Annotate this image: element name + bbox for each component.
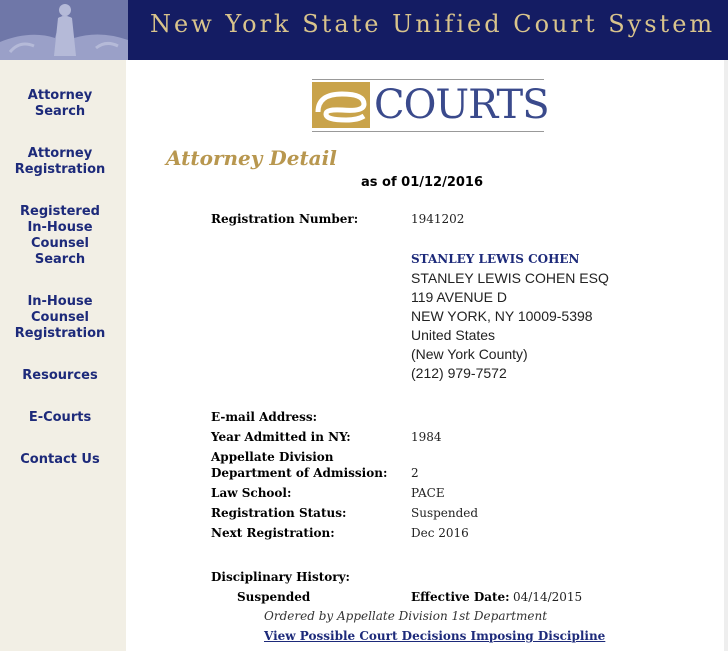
next-registration-value: Dec 2016: [411, 526, 469, 540]
sidebar-item-attorney-registration[interactable]: Attorney Registration: [14, 146, 106, 177]
address-line-5: (New York County): [411, 346, 528, 362]
phone-number: (212) 979-7572: [411, 365, 507, 381]
year-admitted-value: 1984: [411, 430, 442, 444]
ordered-by-note: Ordered by Appellate Division 1st Department: [264, 609, 548, 623]
sidebar-item-e-courts[interactable]: E-Courts: [28, 410, 92, 425]
registration-number-label: Registration Number:: [211, 212, 359, 226]
page-title: Attorney Detail: [166, 146, 337, 170]
address-line-4: United States: [411, 327, 496, 343]
discipline-status: Suspended: [237, 590, 311, 604]
sidebar-item-attorney-search[interactable]: Attorney Search: [27, 88, 93, 119]
sidebar-item-in-house-counsel-registration[interactable]: In-House Counsel Registration: [14, 294, 106, 341]
sidebar-nav: [0, 60, 126, 651]
address-line-3: NEW YORK, NY 10009-5398: [411, 308, 593, 324]
right-border: [724, 60, 728, 651]
view-court-decisions-link[interactable]: View Possible Court Decisions Imposing Discipline: [264, 629, 606, 643]
attorney-name: STANLEY LEWIS COHEN: [411, 252, 580, 266]
department-of-admission-value: 2: [411, 466, 419, 480]
law-school-label: Law School:: [211, 486, 292, 500]
logo-bottom-rule: [312, 131, 544, 132]
law-school-value: PACE: [411, 486, 445, 500]
effective-date-label: Effective Date:: [411, 590, 510, 604]
department-of-admission-label: Department of Admission:: [211, 466, 388, 480]
address-line-1: STANLEY LEWIS COHEN ESQ: [411, 270, 609, 286]
registration-status-label: Registration Status:: [211, 506, 347, 520]
next-registration-label: Next Registration:: [211, 526, 335, 540]
disciplinary-history-label: Disciplinary History:: [211, 570, 350, 584]
effective-date-value: 04/14/2015: [513, 590, 583, 604]
sidebar-item-contact-us[interactable]: Contact Us: [20, 452, 100, 467]
as-of-date: as of 01/12/2016: [361, 175, 484, 190]
email-label: E-mail Address:: [211, 410, 318, 424]
ecourts-logo-mark: [312, 82, 370, 128]
logo-courts-text: COURTS: [374, 82, 549, 128]
site-header: [0, 0, 728, 60]
year-admitted-label: Year Admitted in NY:: [211, 430, 351, 444]
site-title: New York State Unified Court System: [150, 10, 716, 38]
address-line-2: 119 AVENUE D: [411, 289, 507, 305]
registration-status-value: Suspended: [411, 506, 479, 520]
court-seal-image: [0, 0, 128, 60]
sidebar-item-in-house-counsel-search[interactable]: Registered In-House Counsel Search: [20, 204, 100, 267]
appellate-division-label: Appellate Division: [211, 450, 334, 464]
registration-number-value: 1941202: [411, 212, 465, 226]
ecourts-logo: [312, 79, 549, 133]
sidebar-item-resources[interactable]: Resources: [22, 368, 98, 383]
logo-top-rule: [312, 79, 544, 80]
